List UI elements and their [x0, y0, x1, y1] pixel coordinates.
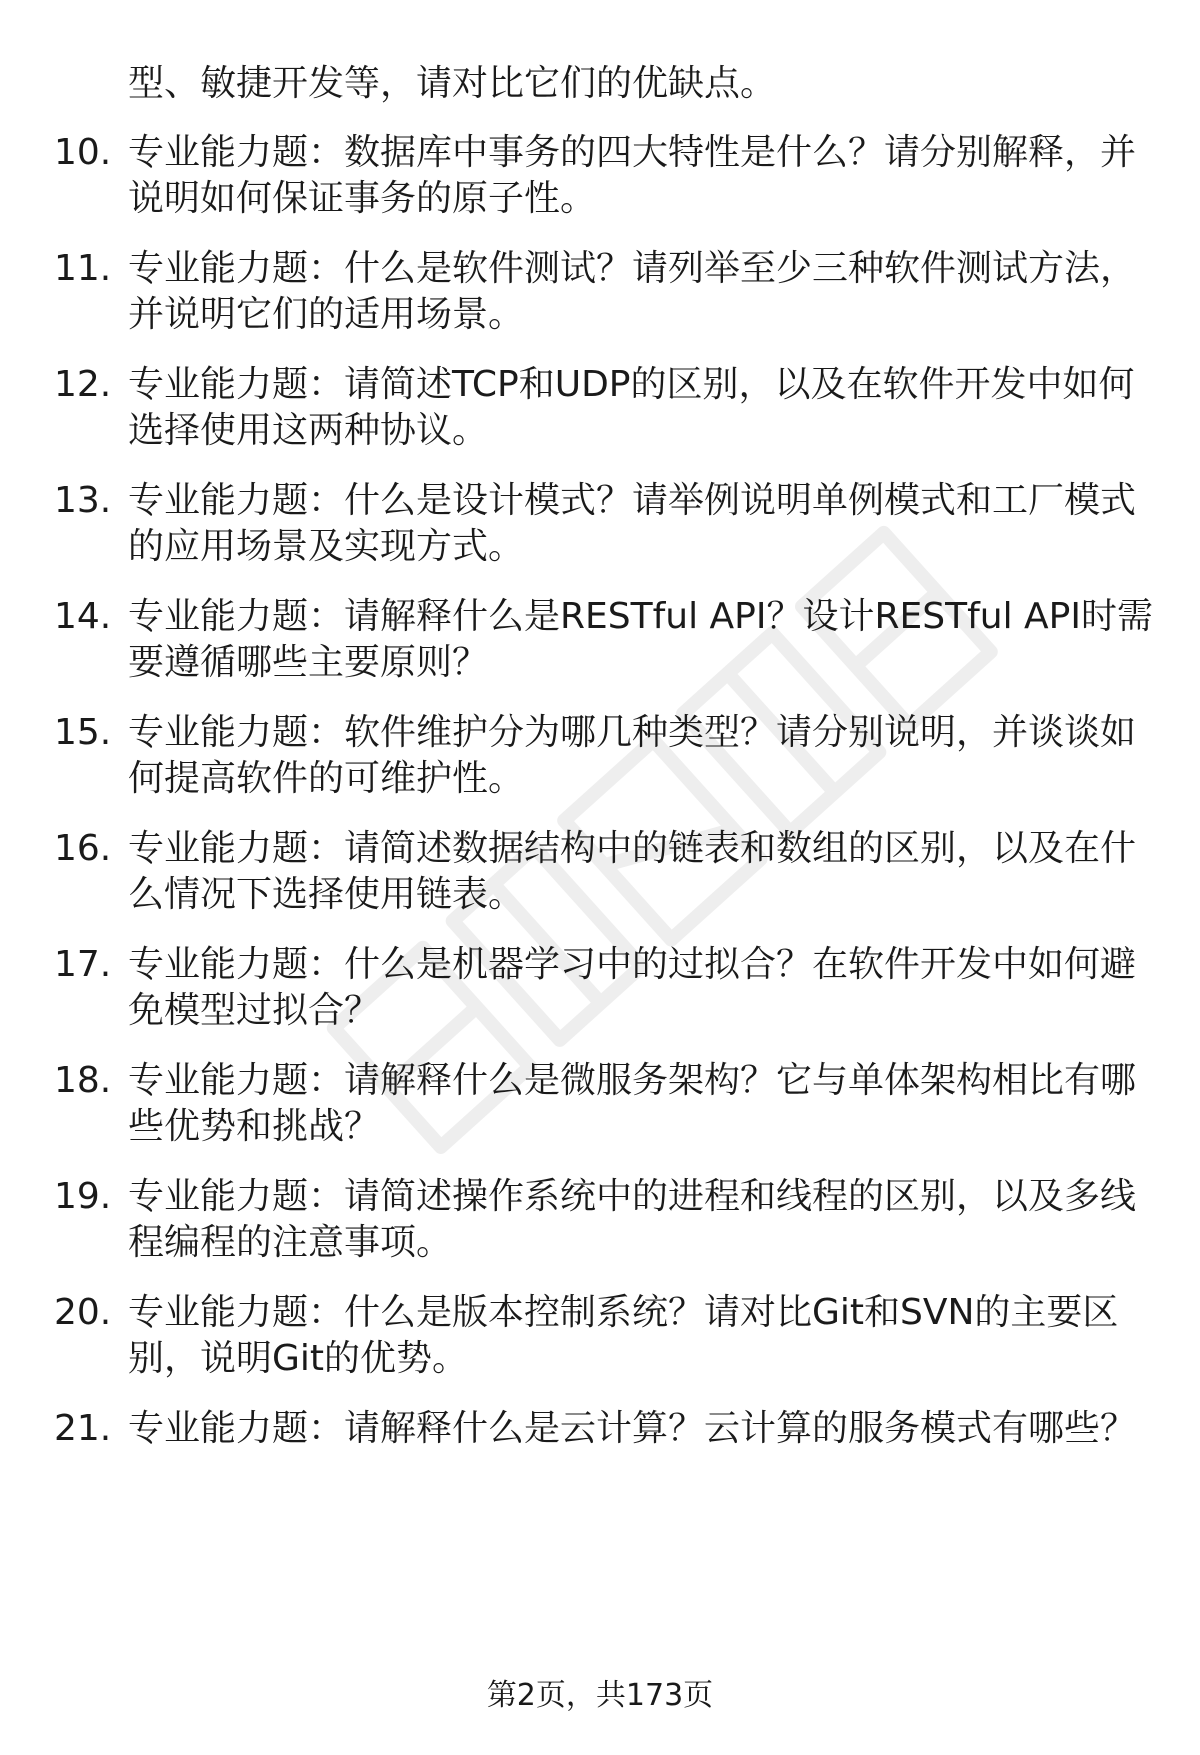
question-text-line: 说明如何保证事务的原子性。	[128, 178, 597, 219]
question-number: 13.	[54, 480, 112, 521]
question-text-line: 专业能力题：请简述数据结构中的链表和数组的区别，以及在什	[128, 828, 1137, 869]
question-number: 11.	[54, 248, 112, 289]
question-text-line: 专业能力题：数据库中事务的四大特性是什么？请分别解释，并	[128, 132, 1137, 173]
question-number: 15.	[54, 712, 112, 753]
question-text-line: 专业能力题：请解释什么是云计算？云计算的服务模式有哪些？	[128, 1408, 1137, 1449]
question-text-line: 的应用场景及实现方式。	[128, 526, 525, 567]
question-text-line: 程编程的注意事项。	[128, 1222, 453, 1263]
question-text-line: 专业能力题：请解释什么是RESTful API？设计RESTful API时需	[128, 596, 1153, 637]
question-text-line: 专业能力题：软件维护分为哪几种类型？请分别说明，并谈谈如	[128, 712, 1137, 753]
question-text-line: 专业能力题：请解释什么是微服务架构？它与单体架构相比有哪	[128, 1060, 1137, 1101]
question-text-line: 专业能力题：请简述操作系统中的进程和线程的区别，以及多线	[128, 1176, 1137, 1217]
question-text-line: 专业能力题：什么是机器学习中的过拟合？在软件开发中如何避	[128, 944, 1137, 985]
question-text-line: 专业能力题：什么是软件测试？请列举至少三种软件测试方法，	[128, 248, 1137, 289]
question-number: 12.	[54, 364, 112, 405]
question-number: 10.	[54, 132, 112, 173]
question-number: 20.	[54, 1292, 112, 1333]
question-text-line: 选择使用这两种协议。	[128, 410, 489, 451]
question-text-line: 些优势和挑战？	[128, 1106, 381, 1147]
question-text-line: 别，说明Git的优势。	[128, 1338, 469, 1379]
question-number: 16.	[54, 828, 112, 869]
question-text-line: 型、敏捷开发等，请对比它们的优缺点。	[128, 63, 777, 104]
question-text-line: 专业能力题：什么是版本控制系统？请对比Git和SVN的主要区	[128, 1292, 1119, 1333]
question-number: 14.	[54, 596, 112, 637]
question-text-line: 免模型过拟合？	[128, 990, 381, 1031]
question-number: 17.	[54, 944, 112, 985]
question-text-line: 何提高软件的可维护性。	[128, 758, 525, 799]
question-number: 19.	[54, 1176, 112, 1217]
question-number: 18.	[54, 1060, 112, 1101]
question-text-line: 专业能力题：什么是设计模式？请举例说明单例模式和工厂模式	[128, 480, 1137, 521]
question-text-line: 并说明它们的适用场景。	[128, 294, 525, 335]
question-text-line: 要遵循哪些主要原则？	[128, 642, 489, 683]
question-number: 21.	[54, 1408, 112, 1449]
page-footer: 第2页，共173页	[486, 1678, 714, 1713]
question-text-line: 么情况下选择使用链表。	[128, 874, 525, 915]
question-text-line: 专业能力题：请简述TCP和UDP的区别，以及在软件开发中如何	[128, 364, 1135, 405]
